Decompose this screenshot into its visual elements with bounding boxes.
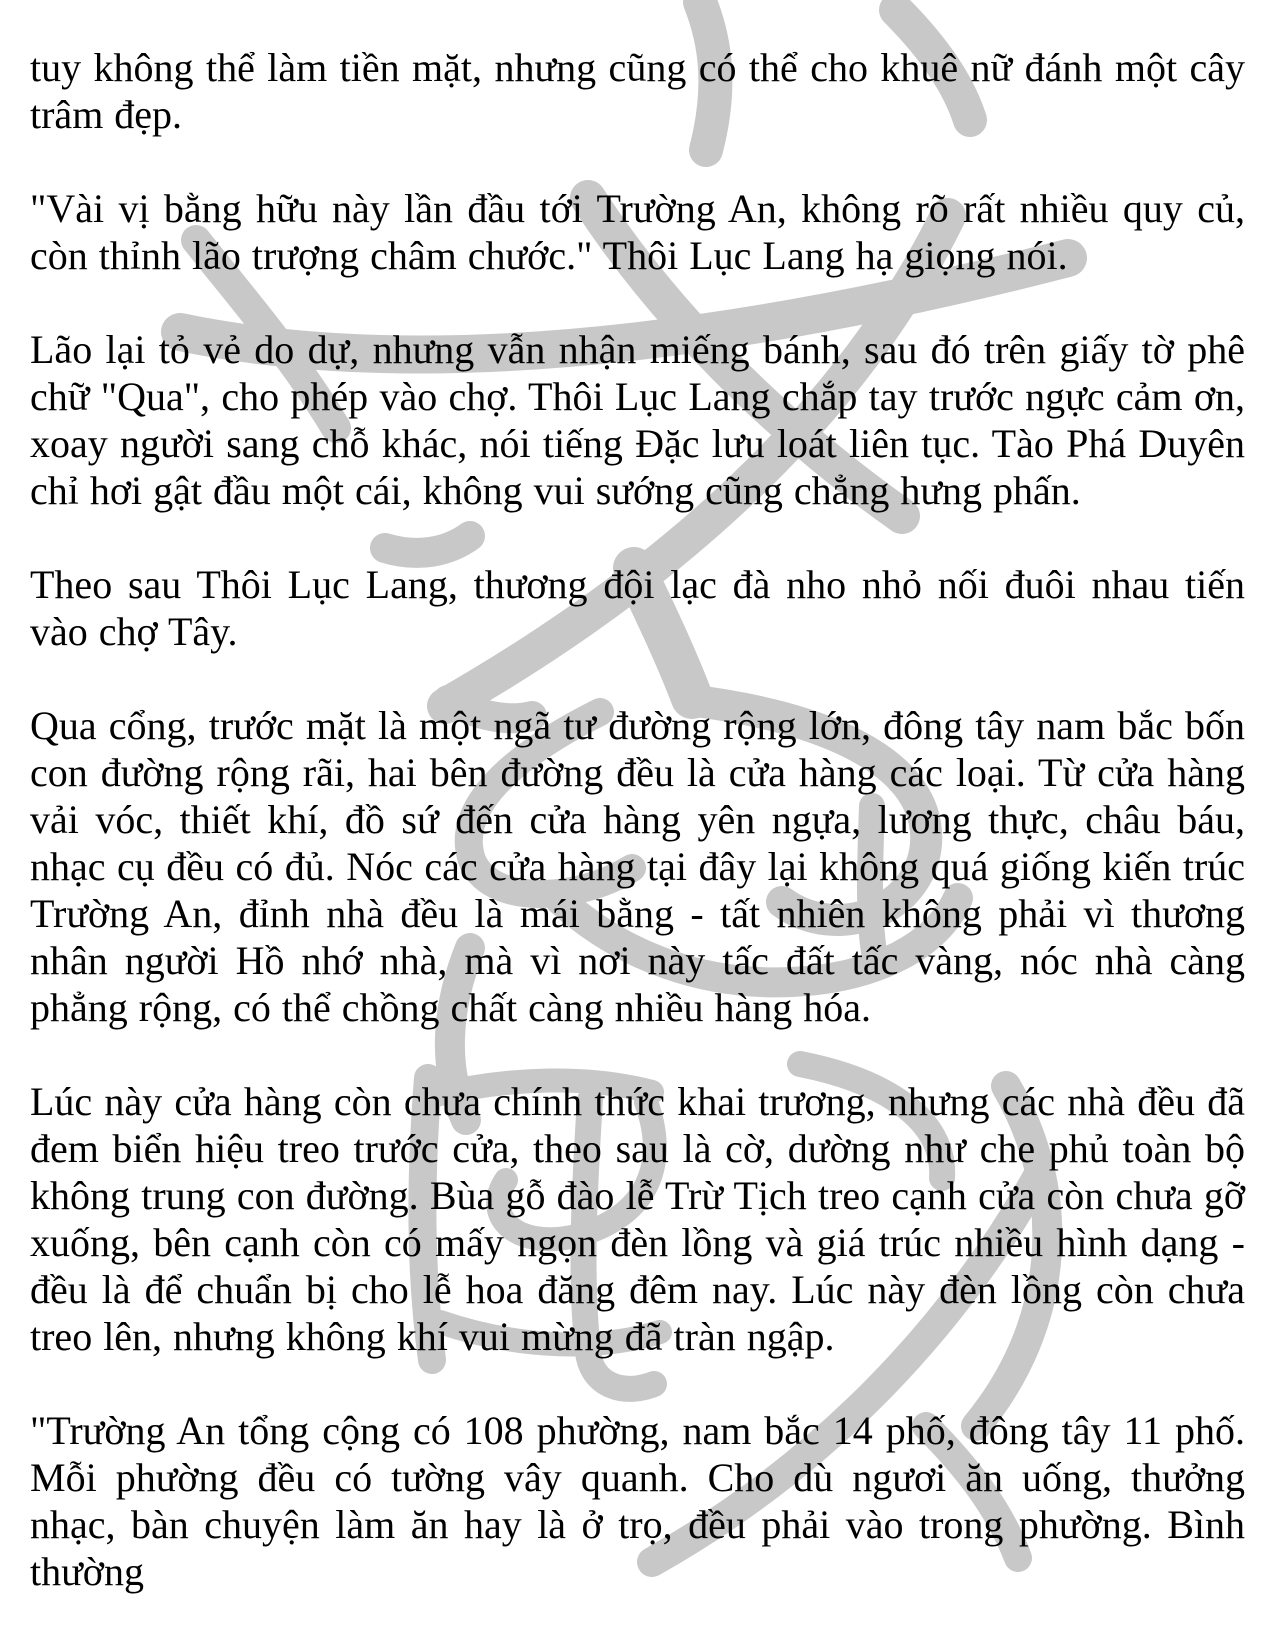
paragraph-7: "Trường An tổng cộng có 108 phường, nam bắc 14 phố, đông tây 11 phố. Mỗi phường đều có tường vây quanh. Cho dù ngươi ăn uống, thưởng nhạc, bàn chuyện làm ăn hay là ở trọ, đều phải vào trong phường. Bình thường [30, 1408, 1245, 1594]
paragraph-3: Lão lại tỏ vẻ do dự, nhưng vẫn nhận miếng bánh, sau đó trên giấy tờ phê chữ "Qua", cho phép vào chợ. Thôi Lục Lang chắp tay trước ngực cảm ơn, xoay người sang chỗ khác, nói tiếng Đặc lưu loát liên tục. Tào Phá Duyên chỉ hơi gật đầu một cái, không vui sướng cũng chẳng hưng phấn. [30, 327, 1245, 513]
paragraph-4: Theo sau Thôi Lục Lang, thương đội lạc đà nho nhỏ nối đuôi nhau tiến vào chợ Tây. [30, 562, 1245, 654]
paragraph-6: Lúc này cửa hàng còn chưa chính thức khai trương, nhưng các nhà đều đã đem biển hiệu treo trước cửa, theo sau là cờ, dường như che phủ toàn bộ không trung con đường. Bùa gỗ đào lễ Trừ Tịch treo cạnh cửa còn chưa gỡ xuống, bên cạnh còn có mấy ngọn đèn lồng và giá trúc nhiều hình dạng - đều là để chuẩn bị cho lễ hoa đăng đêm nay. Lúc này đèn lồng còn chưa treo lên, nhưng không khí vui mừng đã tràn ngập. [30, 1079, 1245, 1359]
paragraph-2: "Vài vị bằng hữu này lần đầu tới Trường An, không rõ rất nhiều quy củ, còn thỉnh lão trượng châm chước." Thôi Lục Lang hạ giọng nói. [30, 186, 1245, 278]
paragraph-1: tuy không thể làm tiền mặt, nhưng cũng có thể cho khuê nữ đánh một cây trâm đẹp. [30, 45, 1245, 137]
paragraph-5: Qua cổng, trước mặt là một ngã tư đường rộng lớn, đông tây nam bắc bốn con đường rộng rãi, hai bên đường đều là cửa hàng các loại. Từ cửa hàng vải vóc, thiết khí, đồ sứ đến cửa hàng yên ngựa, lương thực, châu báu, nhạc cụ đều có đủ. Nóc các cửa hàng tại đây lại không quá giống kiến trúc Trường An, đỉnh nhà đều là mái bằng - tất nhiên không phải vì thương nhân người Hồ nhớ nhà, mà vì nơi này tấc đất tấc vàng, nóc nhà càng phẳng rộng, có thể chồng chất càng nhiều hàng hóa. [30, 703, 1245, 1030]
